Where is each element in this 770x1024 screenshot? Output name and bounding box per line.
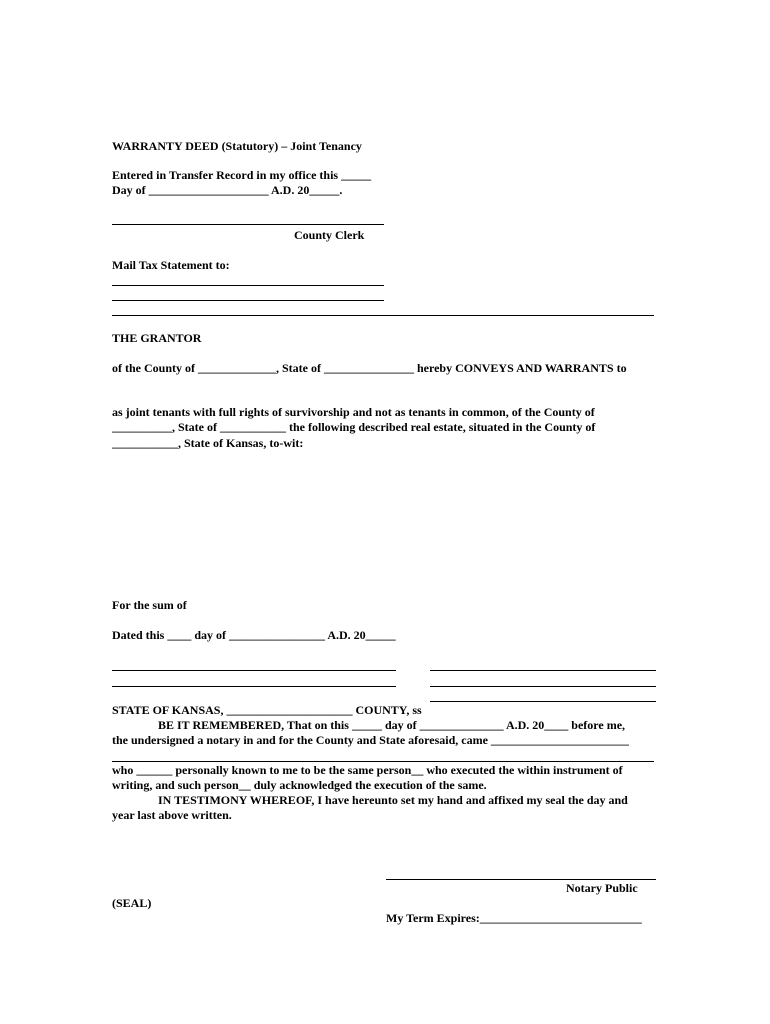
grantor-heading: THE GRANTOR [112, 331, 202, 345]
mail-tax-statement-label: Mail Tax Statement to: [112, 258, 230, 272]
notary-aforesaid-line: the undersigned a notary in and for the County and State aforesaid, came _______________________ [112, 733, 629, 747]
mail-tax-address-line-2 [112, 300, 384, 301]
transfer-record-line-2: Day of ____________________ A.D. 20_____. [112, 183, 343, 197]
grantor-signature-line-right-2 [430, 686, 656, 687]
county-clerk-signature-line [112, 224, 384, 225]
county-clerk-label: County Clerk [294, 228, 365, 242]
grantor-signature-line-left-2 [112, 686, 396, 687]
grantor-signature-line-right-3 [430, 701, 656, 702]
dated-line: Dated this ____ day of ________________ A.D. 20_____ [112, 628, 396, 642]
conveys-and-warrants-line: of the County of _____________, State of _______________ hereby CONVEYS AND WARRANTS to [112, 361, 627, 375]
state-of-kansas-line: STATE OF KANSAS, _____________________ COUNTY, ss [112, 703, 422, 717]
sum-label: For the sum of [112, 598, 187, 612]
notary-public-label: Notary Public [566, 881, 638, 895]
notary-signature-line [386, 879, 656, 880]
section-divider-line [112, 315, 654, 316]
testimony-whereof-line: IN TESTIMONY WHEREOF, I have hereunto set my hand and affixed my seal the day and [158, 793, 628, 807]
mail-tax-address-line-1 [112, 285, 384, 286]
joint-tenants-line-3: ___________, State of Kansas, to-wit: [112, 436, 304, 450]
transfer-record-line-1: Entered in Transfer Record in my office this _____ [112, 168, 372, 182]
year-last-written-line: year last above written. [112, 808, 232, 822]
term-expires-line: My Term Expires:___________________________ [386, 911, 642, 925]
joint-tenants-line-1: as joint tenants with full rights of survivorship and not as tenants in common, of the County of [112, 405, 595, 419]
grantor-signature-line-right-1 [430, 670, 656, 671]
writing-acknowledged-line: writing, and such person__ duly acknowledged the execution of the same. [112, 778, 487, 792]
acknowledger-name-line [112, 761, 654, 762]
personally-known-line: who ______ personally known to me to be the same person__ who executed the within instrument of [112, 763, 623, 777]
joint-tenants-line-2: __________, State of ___________ the following described real estate, situated in the County of [112, 420, 596, 434]
deed-title: WARRANTY DEED (Statutory) – Joint Tenancy [112, 139, 362, 153]
grantor-signature-line-left-1 [112, 670, 396, 671]
seal-label: (SEAL) [112, 896, 152, 910]
be-it-remembered-line: BE IT REMEMBERED, That on this _____ day of ______________ A.D. 20____ before me, [158, 718, 626, 732]
